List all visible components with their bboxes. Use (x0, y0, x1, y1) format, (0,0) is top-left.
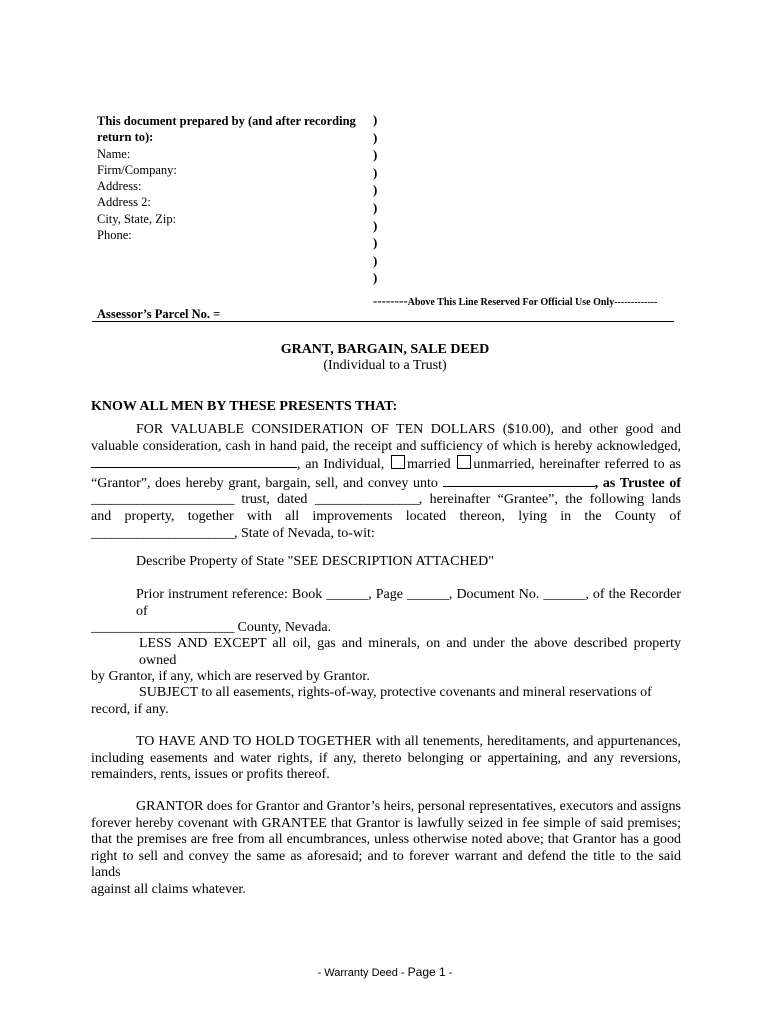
grantor-name-blank[interactable] (91, 455, 297, 468)
preparer-block (97, 113, 367, 243)
official-use-line (373, 293, 658, 309)
deed-title: GRANT, BARGAIN, SALE DEED (280, 342, 490, 357)
paren-column (373, 111, 377, 287)
less-except-paragraph (91, 636, 681, 686)
consideration-paragraph (91, 422, 681, 542)
know-all-heading: KNOW ALL MEN BY THESE PRESENTS THAT: (91, 399, 398, 414)
paren: ) (373, 164, 378, 180)
paren: ) (373, 112, 378, 127)
address2-field-label: Address 2: (97, 195, 151, 210)
warranty-line5: against all claims whatever. (91, 881, 246, 897)
p1-line5 (91, 492, 681, 509)
p1-line1: FOR VALUABLE CONSIDERATION OF TEN DOLLARS ($10.00), and other good and (136, 422, 681, 437)
habendum-line2: including easements and water rights, if any, thereto belonging or appertaining, and any reversions, (91, 750, 681, 766)
page-number: Page 1 (407, 965, 446, 979)
paren: ) (373, 182, 378, 198)
warranty-paragraph (91, 799, 681, 899)
paren: ) (373, 199, 378, 215)
habendum-line3: remainders, rents, issues or profits thereof. (91, 767, 330, 783)
describe-property (91, 554, 681, 571)
prior-line1: Prior instrument reference: Book ______, Page ______, Document No. ______, of the Recorder of (136, 587, 681, 619)
reserved-text: Above This Line Reserved For Official Use Only------------- (407, 297, 658, 308)
name-field-label: Name: (97, 146, 131, 161)
trust-date-blank[interactable]: ________________ (314, 492, 419, 508)
subject-paragraph (91, 685, 681, 718)
reserved-dashes: -------- (373, 293, 408, 308)
warranty-line4: right to sell and convey the same as aforesaid; and to forever warrant and defend the title to the said lands (91, 848, 681, 881)
county-blank[interactable]: ______________________ (91, 525, 234, 541)
warranty-line2: forever hereby covenant with GRANTEE that Grantor is lawfully seized in fee simple of said premises; (91, 815, 681, 831)
habendum-paragraph (91, 734, 681, 784)
phone-field-label: Phone: (97, 228, 132, 243)
trust-dated-text: trust, dated (241, 492, 308, 508)
prior-county-blank[interactable]: ______________________ (91, 620, 234, 636)
parcel-rule (92, 321, 674, 322)
less-line1: LESS AND EXCEPT all oil, gas and minerals, on and under the above described property owned (139, 636, 681, 668)
p1-line2: valuable consideration, cash in hand paid, the receipt and sufficiency of which is hereby acknowledged, (91, 438, 681, 454)
prior-line2 (91, 620, 681, 637)
paren: ) (373, 252, 378, 268)
describe-line: Describe Property of State "SEE DESCRIPTION ATTACHED" (136, 554, 494, 569)
warranty-line1: GRANTOR does for Grantor and Grantor’s heirs, personal representatives, executors and assigns (136, 799, 681, 814)
return-to-label: return to): (97, 130, 154, 145)
married-checkbox[interactable] (391, 455, 405, 469)
paren: ) (373, 270, 378, 286)
firm-field-label: Firm/Company: (97, 162, 177, 177)
footer-left: - Warranty Deed - (317, 967, 408, 979)
paren: ) (373, 235, 378, 251)
subject-line1: SUBJECT to all easements, rights-of-way, protective covenants and mineral reservations of (139, 685, 652, 700)
subject-line2: record, if any. (91, 701, 169, 717)
footer-right: - (445, 967, 453, 979)
trust-name-blank[interactable]: ______________________ (91, 492, 234, 508)
deed-subtitle: (Individual to a Trust) (323, 358, 447, 373)
unmarried-text: unmarried, hereinafter referred to as (473, 457, 682, 473)
grantee-text: , hereinafter “Grantee”, the following lands (418, 492, 681, 508)
paren: ) (373, 129, 378, 145)
prepared-by-label: This document prepared by (and after recording (97, 114, 356, 128)
trustee-of-text: , as Trustee of (594, 475, 682, 491)
state-text: , State of Nevada, to-wit: (234, 525, 375, 541)
address-field-label: Address: (97, 179, 142, 194)
page-footer (0, 965, 770, 979)
p1-line6: and property, together with all improvements located thereon, lying in the County of (91, 508, 681, 524)
warranty-line3: that the premises are free from all encumbrances, unless otherwise noted above; that Grantor has a good (91, 832, 681, 848)
parcel-label: Assessor’s Parcel No. = (97, 307, 221, 321)
paren: ) (373, 147, 378, 163)
married-text: married (407, 457, 451, 473)
p1-line3 (91, 455, 681, 474)
less-line2: by Grantor, if any, which are reserved by Grantor. (91, 669, 370, 685)
individual-text: , an Individual, (297, 457, 385, 473)
p1-line7 (91, 526, 681, 543)
habendum-line1: TO HAVE AND TO HOLD TOGETHER with all tenements, hereditaments, and appurtenances, (136, 734, 681, 749)
trustee-name-blank[interactable] (443, 474, 595, 487)
prior-instrument (91, 587, 681, 637)
p1-line4 (91, 474, 681, 493)
convey-text: “Grantor”, does hereby grant, bargain, sell, and convey unto (91, 475, 438, 491)
city-state-zip-field-label: City, State, Zip: (97, 211, 177, 226)
prior-county-text: County, Nevada. (234, 620, 332, 636)
paren: ) (373, 217, 378, 233)
unmarried-checkbox[interactable] (457, 455, 471, 469)
